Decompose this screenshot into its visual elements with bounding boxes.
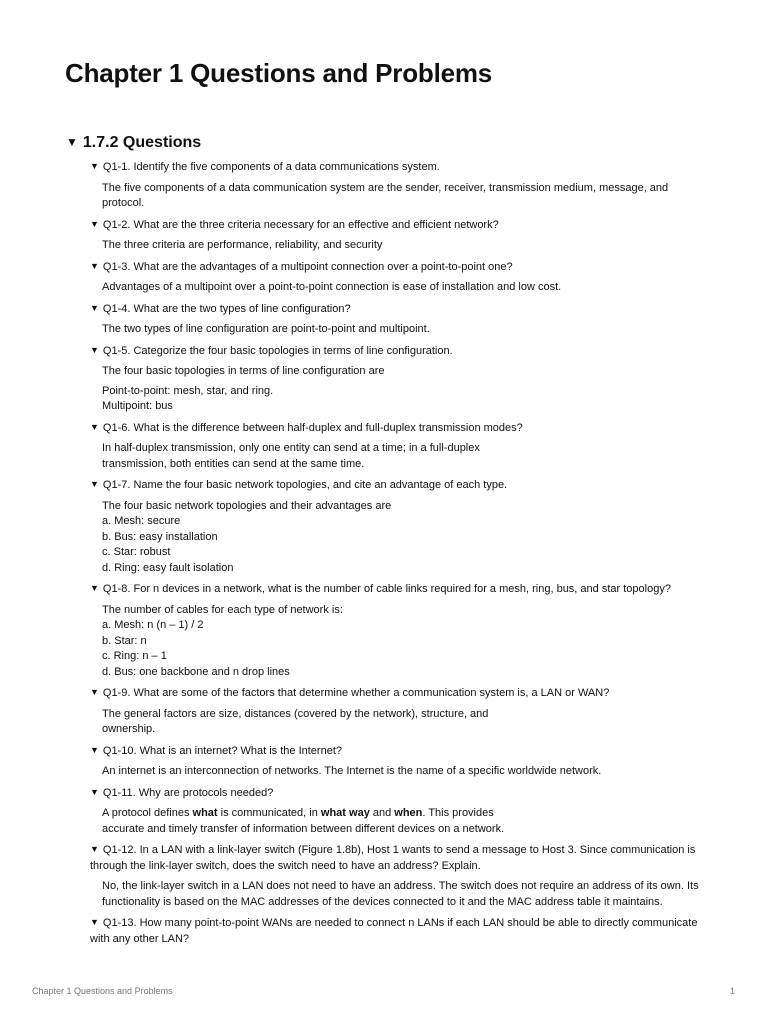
answer-lines bbox=[102, 806, 702, 837]
qa-item bbox=[90, 916, 702, 947]
answer-line: In half-duplex transmission, only one entity can send at a time; in a full-duplex bbox=[102, 442, 480, 454]
answer-lines bbox=[102, 707, 702, 738]
triangle-down-icon: ▼ bbox=[90, 583, 99, 593]
qa-item bbox=[90, 582, 702, 680]
answer-emphasis: when bbox=[394, 807, 423, 819]
triangle-down-icon: ▼ bbox=[90, 421, 99, 432]
qa-item bbox=[90, 160, 702, 212]
triangle-down-icon: ▼ bbox=[90, 260, 99, 271]
question-text: Q1-1. Identify the five components of a data communications system. bbox=[102, 161, 440, 173]
page-number: 1 bbox=[730, 986, 736, 996]
question-toggle[interactable] bbox=[90, 344, 702, 360]
triangle-down-icon: ▼ bbox=[90, 479, 99, 489]
qa-item bbox=[90, 478, 702, 576]
answer-paragraph: The three criteria are performance, reliability, and security bbox=[102, 239, 383, 251]
qa-item bbox=[90, 843, 702, 910]
question-toggle[interactable] bbox=[90, 302, 702, 318]
answer bbox=[90, 364, 702, 415]
question-text: Q1-9. What are some of the factors that determine whether a communication system is, a LAN or WAN? bbox=[102, 687, 610, 699]
question-text: Q1-2. What are the three criteria necessary for an effective and efficient network? bbox=[102, 218, 499, 231]
answer bbox=[90, 879, 702, 910]
question-text: Q1-5. Categorize the four basic topologies in terms of line configuration. bbox=[102, 344, 453, 357]
triangle-down-icon: ▼ bbox=[90, 218, 99, 229]
answer-line: a. Mesh: secure bbox=[102, 515, 181, 527]
answer-line: The four basic network topologies and their advantages are bbox=[102, 499, 392, 512]
answer-lines bbox=[102, 441, 702, 472]
answer-text: . This provides bbox=[422, 807, 494, 819]
question-toggle[interactable] bbox=[90, 686, 702, 702]
page-title: Chapter 1 Questions and Problems bbox=[65, 58, 493, 88]
qa-item bbox=[90, 344, 702, 415]
qa-item bbox=[90, 260, 702, 296]
answer-line: ownership. bbox=[102, 723, 156, 735]
answer-line: accurate and timely transfer of information between different devices on a network. bbox=[102, 822, 505, 835]
answer-paragraph: No, the link-layer switch in a LAN does not need to have an address. The switch does not require an address of its own. Its functionality is based on the MAC addresses of the devices connected to it and the MAC address table it maintains. bbox=[102, 880, 699, 908]
question-text: Q1-3. What are the advantages of a multipoint connection over a point-to-point one? bbox=[102, 260, 513, 273]
answer-paragraph: An internet is an interconnection of networks. The Internet is the name of a specific worldwide network. bbox=[102, 765, 602, 777]
question-toggle[interactable] bbox=[90, 582, 702, 598]
question-toggle[interactable] bbox=[90, 916, 702, 947]
answer-line: b. Star: n bbox=[102, 634, 147, 647]
answer-line bbox=[102, 806, 702, 822]
footer-title: Chapter 1 Questions and Problems bbox=[32, 986, 173, 996]
answer-line: Multipoint: bus bbox=[102, 400, 173, 412]
answer bbox=[90, 707, 702, 738]
question-text: Q1-6. What is the difference between half-duplex and full-duplex transmission modes? bbox=[102, 421, 523, 434]
answer bbox=[90, 764, 702, 780]
question-toggle[interactable] bbox=[90, 744, 702, 760]
answer-line: The number of cables for each type of network is: bbox=[102, 603, 343, 616]
answer-paragraph: The two types of line configuration are point-to-point and multipoint. bbox=[102, 323, 430, 335]
answer bbox=[90, 441, 702, 472]
answer-lines bbox=[102, 384, 702, 415]
triangle-down-icon: ▼ bbox=[90, 744, 99, 755]
answer bbox=[90, 280, 702, 296]
question-list bbox=[90, 160, 702, 953]
answer-paragraph: The four basic topologies in terms of line configuration are bbox=[102, 365, 385, 377]
question-toggle[interactable] bbox=[90, 786, 702, 802]
triangle-down-icon: ▼ bbox=[90, 161, 99, 171]
question-toggle[interactable] bbox=[90, 160, 702, 176]
answer-line: a. Mesh: n (n – 1) / 2 bbox=[102, 619, 204, 631]
answer bbox=[90, 181, 702, 212]
answer-paragraph: Advantages of a multipoint over a point-to-point connection is ease of installation and low cost. bbox=[102, 281, 562, 293]
answer-emphasis: what way bbox=[320, 807, 370, 819]
triangle-down-icon: ▼ bbox=[90, 786, 99, 797]
question-toggle[interactable] bbox=[90, 421, 702, 437]
question-text: Q1-11. Why are protocols needed? bbox=[102, 786, 274, 799]
answer-line: c. Star: robust bbox=[102, 546, 171, 558]
qa-item bbox=[90, 421, 702, 473]
answer-text: is communicated, in bbox=[217, 807, 321, 819]
qa-item bbox=[90, 686, 702, 738]
question-text: Q1-8. For n devices in a network, what is the number of cable links required for a mesh, ring, bus, and star topology? bbox=[102, 583, 671, 595]
answer bbox=[90, 603, 702, 681]
qa-item bbox=[90, 744, 702, 780]
answer bbox=[90, 322, 702, 338]
qa-item bbox=[90, 302, 702, 338]
question-text: Q1-4. What are the two types of line configuration? bbox=[102, 302, 351, 315]
answer-emphasis: what bbox=[192, 807, 218, 819]
answer-text: A protocol defines bbox=[102, 807, 193, 819]
question-toggle[interactable] bbox=[90, 843, 702, 874]
answer-line: d. Bus: one backbone and n drop lines bbox=[102, 665, 290, 678]
answer-lines bbox=[102, 499, 702, 577]
answer bbox=[90, 806, 702, 837]
triangle-down-icon: ▼ bbox=[90, 687, 99, 697]
section-toggle-questions[interactable] bbox=[66, 134, 201, 152]
answer-text: and bbox=[369, 807, 395, 819]
answer-line: d. Ring: easy fault isolation bbox=[102, 561, 234, 574]
triangle-down-icon: ▼ bbox=[90, 917, 99, 927]
answer-lines bbox=[102, 603, 702, 681]
answer-line: The general factors are size, distances (covered by the network), structure, and bbox=[102, 707, 489, 720]
question-toggle[interactable] bbox=[90, 478, 702, 494]
answer-paragraph: The five components of a data communication system are the sender, receiver, transmission medium, message, and protocol. bbox=[102, 181, 669, 209]
question-text: Q1-13. How many point-to-point WANs are needed to connect n LANs if each LAN should be able to directly communicate with any other LAN? bbox=[90, 917, 698, 945]
qa-item bbox=[90, 218, 702, 254]
triangle-down-icon: ▼ bbox=[90, 844, 99, 854]
answer-line: transmission, both entities can send at the same time. bbox=[102, 457, 365, 470]
triangle-down-icon: ▼ bbox=[90, 344, 99, 355]
question-text: Q1-12. In a LAN with a link-layer switch (Figure 1.8b), Host 1 wants to send a message to Host 3. Since communication is through the link-layer switch, does the switch need to have an address? Explain. bbox=[90, 844, 696, 872]
triangle-down-icon: ▼ bbox=[66, 135, 78, 149]
answer-line: Point-to-point: mesh, star, and ring. bbox=[102, 384, 274, 397]
section-heading: 1.7.2 Questions bbox=[82, 134, 202, 151]
qa-item bbox=[90, 786, 702, 838]
question-toggle[interactable] bbox=[90, 260, 702, 276]
question-text: Q1-7. Name the four basic network topologies, and cite an advantage of each type. bbox=[102, 479, 508, 491]
answer-line: b. Bus: easy installation bbox=[102, 530, 218, 543]
triangle-down-icon: ▼ bbox=[90, 302, 99, 313]
question-toggle[interactable] bbox=[90, 218, 702, 234]
answer-line: c. Ring: n – 1 bbox=[102, 650, 167, 662]
answer bbox=[90, 499, 702, 577]
answer bbox=[90, 238, 702, 254]
question-text: Q1-10. What is an internet? What is the Internet? bbox=[102, 744, 342, 757]
